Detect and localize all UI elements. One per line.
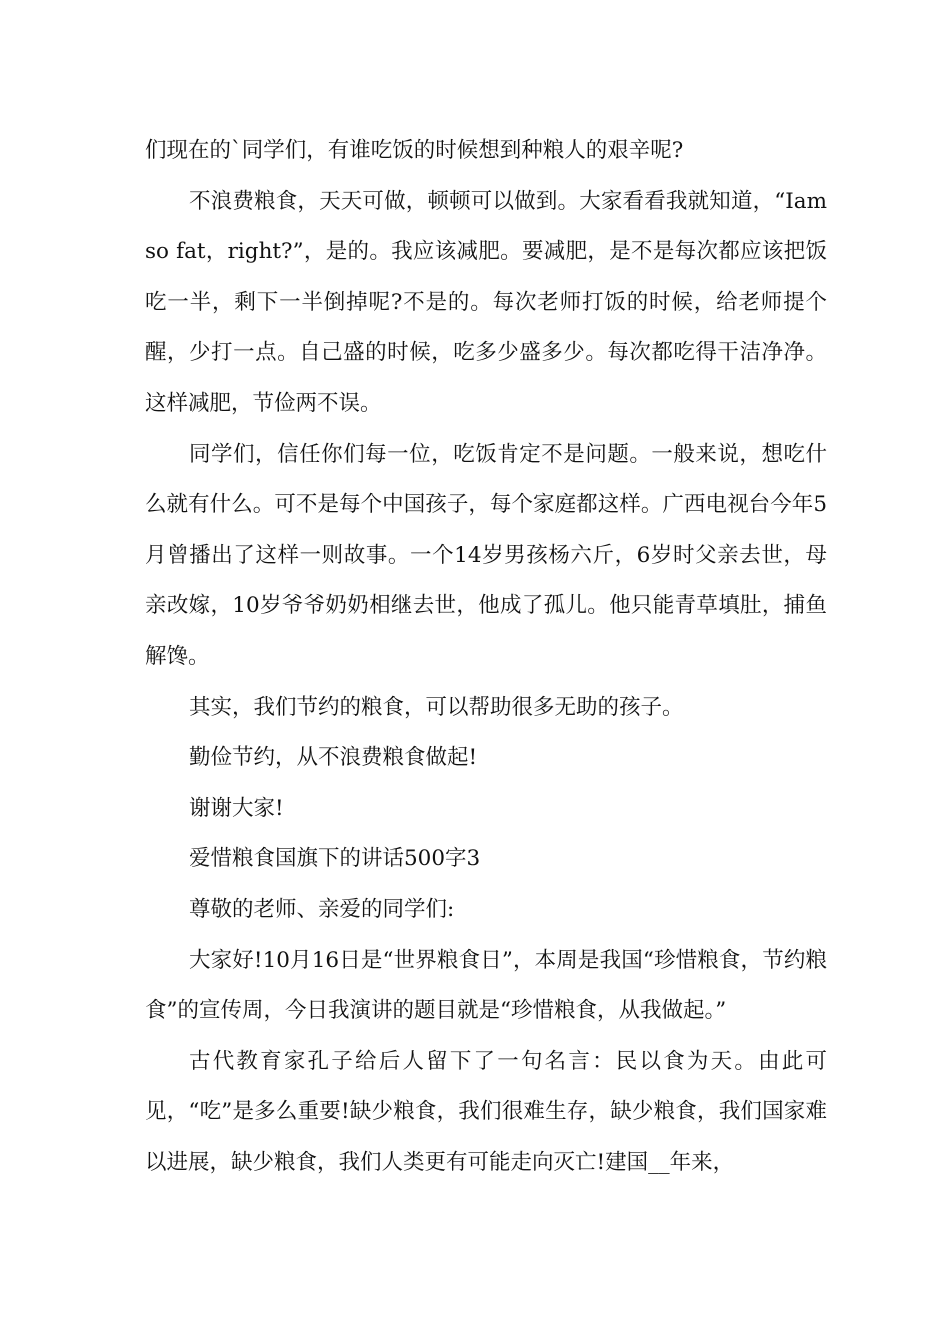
paragraph-10: 古代教育家孔子给后人留下了一句名言：民以食为天。由此可见，“吃”是多么重要!缺少粮食，我们很难生存，缺少粮食，我们国家难以进展，缺少粮食，我们人类更有可能走向灭亡!建国__年来， [145,1048,827,1175]
paragraph-4: 其实，我们节约的粮食，可以帮助很多无助的孩子。 [189,694,684,720]
salutation: 尊敬的老师、亲爱的同学们: [189,896,455,922]
paragraph-2: 不浪费粮食，天天可做，顿顿可以做到。大家看看我就知道，“Iam so fat，right?”，是的。我应该减肥。要减肥，是不是每次都应该把饭吃一半，剩下一半倒掉呢?不是的。每次老师打饭的时候，给老师提个醒，少打一点。自己盛的时候，吃多少盛多少。每次都吃得干洁净净。这样减肥，节俭两不误。 [145,188,827,416]
paragraph-6: 谢谢大家! [189,795,284,821]
paragraph-1: 们现在的`同学们，有谁吃饭的时候想到种粮人的艰辛呢? [145,138,684,163]
paragraph-3: 同学们，信任你们每一位，吃饭肯定不是问题。一般来说，想吃什么就有什么。可不是每个中国孩子，每个家庭都这样。广西电视台今年5月曾播出了这样一则故事。一个14岁男孩杨六斤，6岁时父亲去世，母亲改嫁，10岁爷爷奶奶相继去世，他成了孤儿。他只能青草填肚，捕鱼解馋。 [145,441,827,669]
paragraph-5: 勤俭节约，从不浪费粮食做起! [189,745,478,771]
paragraph-9: 大家好!10月16日是“世界粮食日”，本周是我国“珍惜粮食，节约粮食”的宣传周，今日我演讲的题目就是“珍惜粮食，从我做起。” [145,947,827,1024]
document-body [145,126,827,1188]
section-heading: 爱惜粮食国旗下的讲话500字3 [189,846,481,872]
